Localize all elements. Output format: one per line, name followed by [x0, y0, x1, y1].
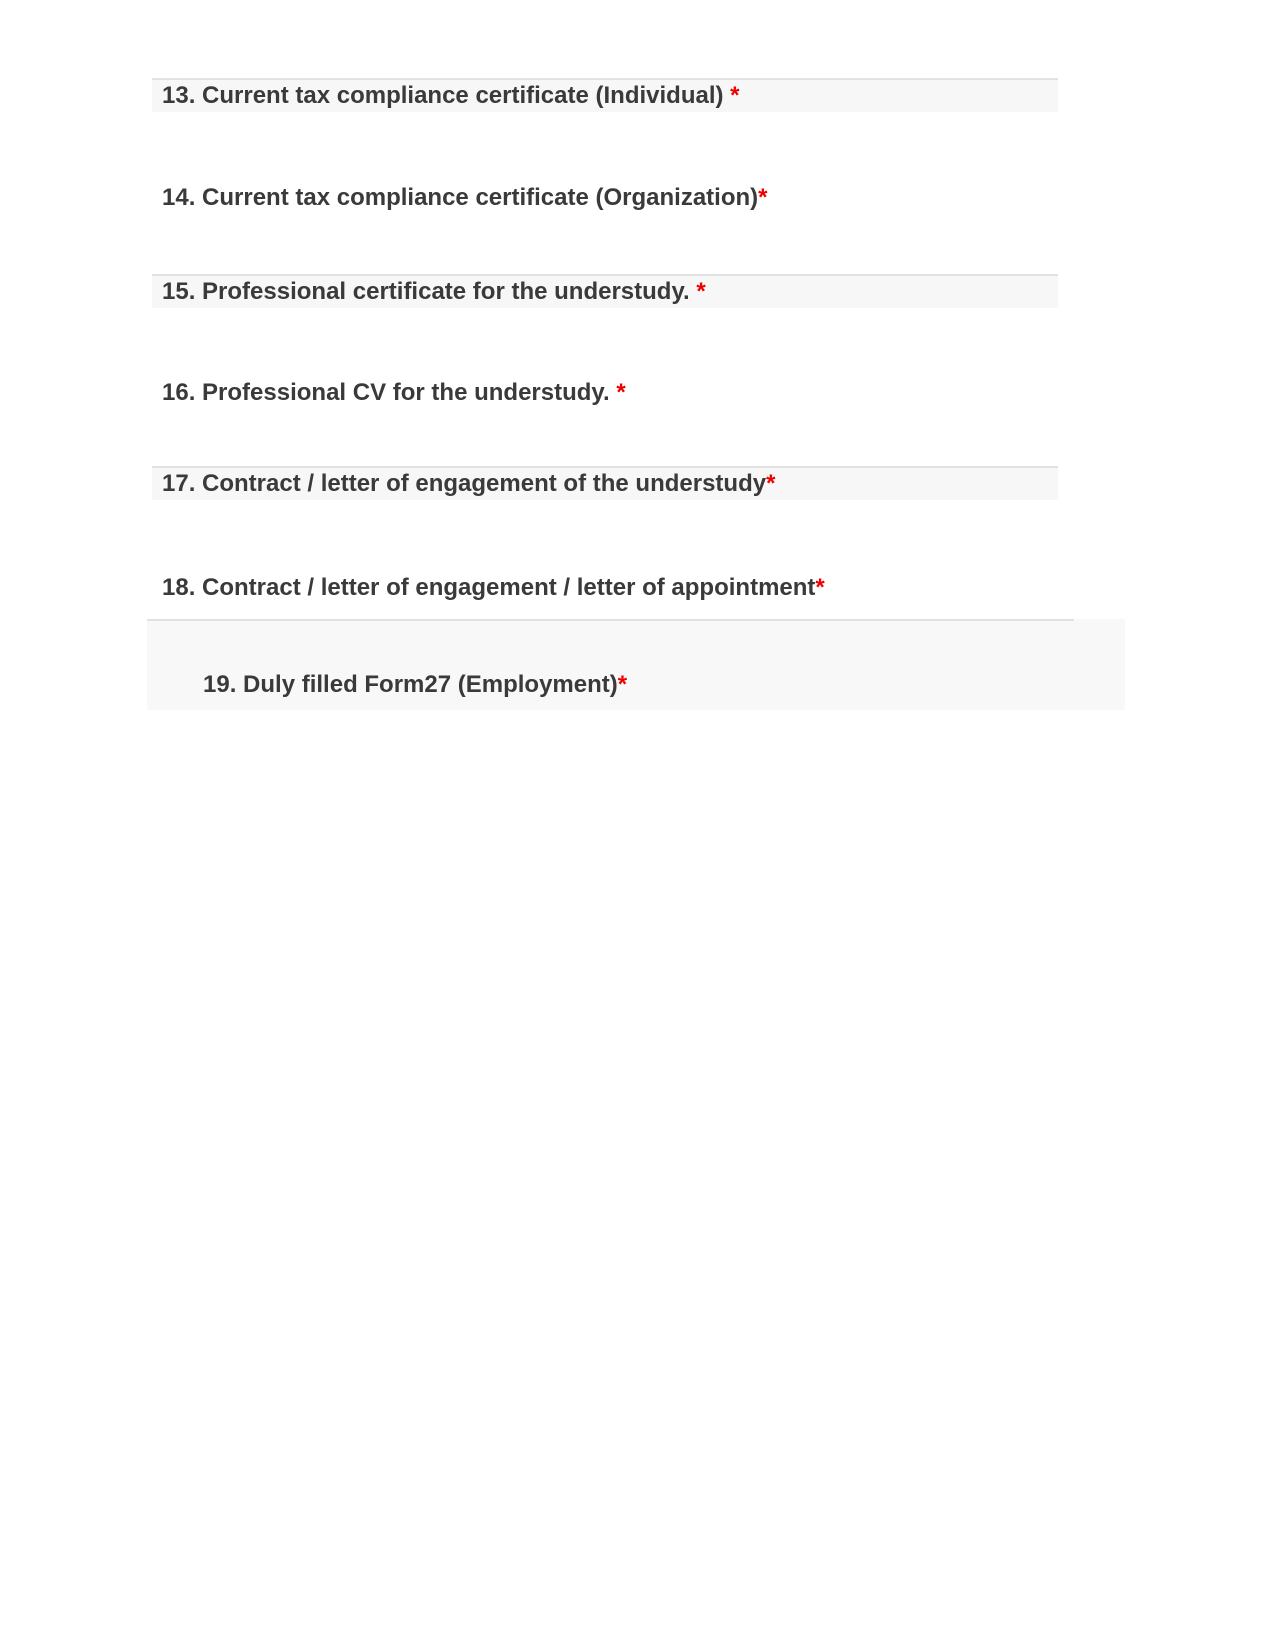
form-item-17: [152, 466, 1058, 500]
required-asterisk: *: [730, 82, 740, 109]
required-asterisk: *: [815, 574, 825, 601]
question-label: 18. Contract / letter of engagement / letter of appointment: [162, 574, 816, 601]
required-asterisk: *: [617, 671, 628, 698]
required-asterisk: *: [616, 379, 626, 406]
question-label: 15. Professional certificate for the understudy.: [162, 278, 697, 305]
question-title-row: [163, 643, 627, 727]
form-item-19: [147, 619, 1125, 710]
question-label: 16. Professional CV for the understudy.: [162, 379, 617, 406]
question-label: 13. Current tax compliance certificate (Individual): [162, 82, 731, 109]
required-asterisk: *: [766, 470, 776, 497]
question-label: 17. Contract / letter of engagement of the understudy: [162, 470, 767, 497]
form-item-15: [152, 274, 1058, 308]
form-item-13: [152, 78, 1058, 112]
form-item-14: [152, 181, 1058, 215]
question-label: 19. Duly filled Form27 (Employment): [203, 671, 618, 698]
question-label: 14. Current tax compliance certificate (Organization): [162, 184, 759, 211]
required-asterisk: *: [758, 184, 768, 211]
form-item-16: [152, 376, 1058, 410]
required-asterisk: *: [696, 278, 706, 305]
block-top-border: [147, 619, 1074, 621]
form-item-18: [152, 571, 1058, 605]
